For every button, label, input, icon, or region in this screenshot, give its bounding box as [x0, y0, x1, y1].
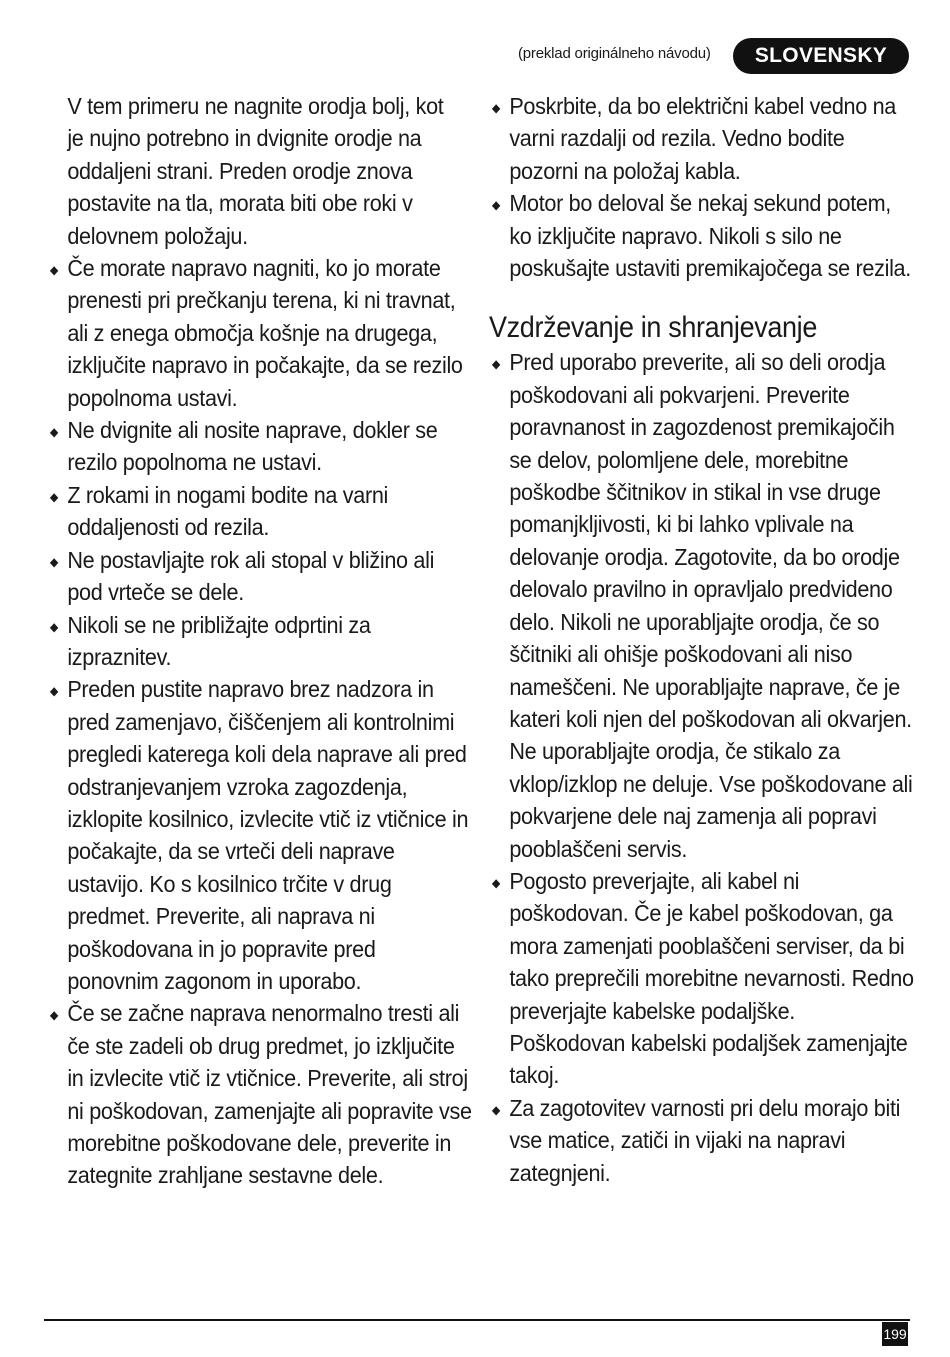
list-item [48, 544, 472, 609]
list-item [490, 90, 914, 187]
list-item-text: Ne dvignite ali nosite naprave, dokler se rezilo popolnoma ne ustavi. [67, 417, 438, 476]
intro-paragraph: V tem primeru ne nagnite orodja bolj, kot je nujno potrebno in dvignite orodje na oddaljeni strani. Preden orodje znova postavite na tla, morata biti obe roki v delovnem položaju. [67, 93, 444, 249]
diamond-bullet-icon: ◆ [49, 425, 59, 440]
diamond-bullet-icon: ◆ [49, 619, 59, 634]
diamond-bullet-icon: ◆ [491, 357, 501, 372]
diamond-bullet-icon: ◆ [491, 198, 501, 213]
list-item [490, 346, 914, 865]
diamond-bullet-icon: ◆ [49, 489, 59, 504]
section-heading: Vzdrževanje in shranjevanje [489, 311, 817, 345]
language-badge: SLOVENSKY [733, 38, 909, 74]
diamond-bullet-icon: ◆ [491, 101, 501, 115]
page-number: 199 [882, 1322, 908, 1346]
list-item [490, 1092, 914, 1189]
left-column [48, 90, 472, 1192]
list-item-text: Če se začne naprava nenormalno tresti ali če ste zadeli ob drug predmet, jo izključite in izvlecite vtič iz vtičnice. Preverite, ali stroj ni poškodovan, zamenjajte ali popravite vse morebitne poškodovane dele, preverite in zategnite zrahljane sestavne dele. [67, 1000, 472, 1189]
list-item [48, 414, 472, 479]
list-item [48, 609, 472, 674]
list-item-text: Za zagotovitev varnosti pri delu morajo biti vse matice, zatiči in vijaki na napravi zategnjeni. [509, 1094, 901, 1186]
diamond-bullet-icon: ◆ [49, 1008, 59, 1023]
list-item [490, 187, 914, 284]
diamond-bullet-icon: ◆ [491, 1102, 501, 1117]
translation-note: (preklad originálneho návodu) [518, 45, 711, 62]
list-item-text: Nikoli se ne približajte odprtini za izpraznitev. [67, 611, 371, 670]
list-item [490, 865, 914, 1092]
diamond-bullet-icon: ◆ [49, 554, 59, 569]
diamond-bullet-icon: ◆ [49, 684, 59, 699]
list-item-text: Če morate napravo nagniti, ko jo morate prenesti pri prečkanju terena, ki ni travnat, ali z enega območja košnje na drugega, izključite napravo in počakajte, da se rezilo popolnoma ustavi. [67, 255, 463, 411]
footer-divider [44, 1319, 910, 1321]
list-item [48, 997, 472, 1191]
list-item-text: Pogosto preverjajte, ali kabel ni poškodovan. Če je kabel poškodovan, ga mora zamenjati pooblaščeni serviser, da bi tako preprečili morebitne nevarnosti. Redno preverjajte kabelske podaljške. Poškodovan kabelski podaljšek zamenjajte takoj. [509, 867, 914, 1089]
diamond-bullet-icon: ◆ [49, 263, 59, 278]
right-column [490, 90, 920, 1189]
list-item [48, 252, 472, 414]
list-item-text: Pred uporabo preverite, ali so deli orodja poškodovani ali pokvarjeni. Preverite poravnanost in zagozdenost premikajočih se delov, polomljene dele, morebitne poškodbe ščitnikov in stikal in vse druge pomanjkljivosti, ki bi lahko vplivale na delovanje orodja. Zagotovite, da bo orodje delovalo pravilno in opravljalo predvideno delo. Nikoli ne uporabljajte orodja, če so ščitniki ali ohišje poškodovani ali niso nameščeni. Ne uporabljajte naprave, če je kateri koli njen del poškodovan ali okvarjen. Ne uporabljajte orodja, če stikalo za vklop/izklop ne deluje. Vse poškodovane ali pokvarjene dele naj zamenja ali popravi pooblaščeni servis. [509, 349, 913, 862]
list-item [48, 479, 472, 544]
list-item-text: Motor bo deloval še nekaj sekund potem, ko izključite napravo. Nikoli s silo ne poskušajte ustaviti premikajočega se rezila. [509, 190, 911, 282]
list-item-text: Z rokami in nogami bodite na varni oddaljenosti od rezila. [67, 481, 389, 541]
list-item [48, 673, 472, 997]
list-item-text: Poskrbite, da bo električni kabel vedno na varni razdalji od rezila. Vedno bodite pozorni na položaj kabla. [509, 93, 897, 184]
diamond-bullet-icon: ◆ [491, 875, 501, 890]
list-item-text: Ne postavljajte rok ali stopal v bližino ali pod vrteče se dele. [67, 546, 435, 606]
list-item-text: Preden pustite napravo brez nadzora in pred zamenjavo, čiščenjem ali kontrolnimi pregledi katerega koli dela naprave ali pred odstranjevanjem vzroka zagozdenja, izklopite kosilnico, izvlecite vtič iz vtičnice in počakajte, da se vrteči deli naprave ustavijo. Ko s kosilnico trčite v drug predmet. Preverite, ali naprava ni poškodovana in jo popravite pred ponovnim zagonom in uporabo. [67, 676, 469, 994]
